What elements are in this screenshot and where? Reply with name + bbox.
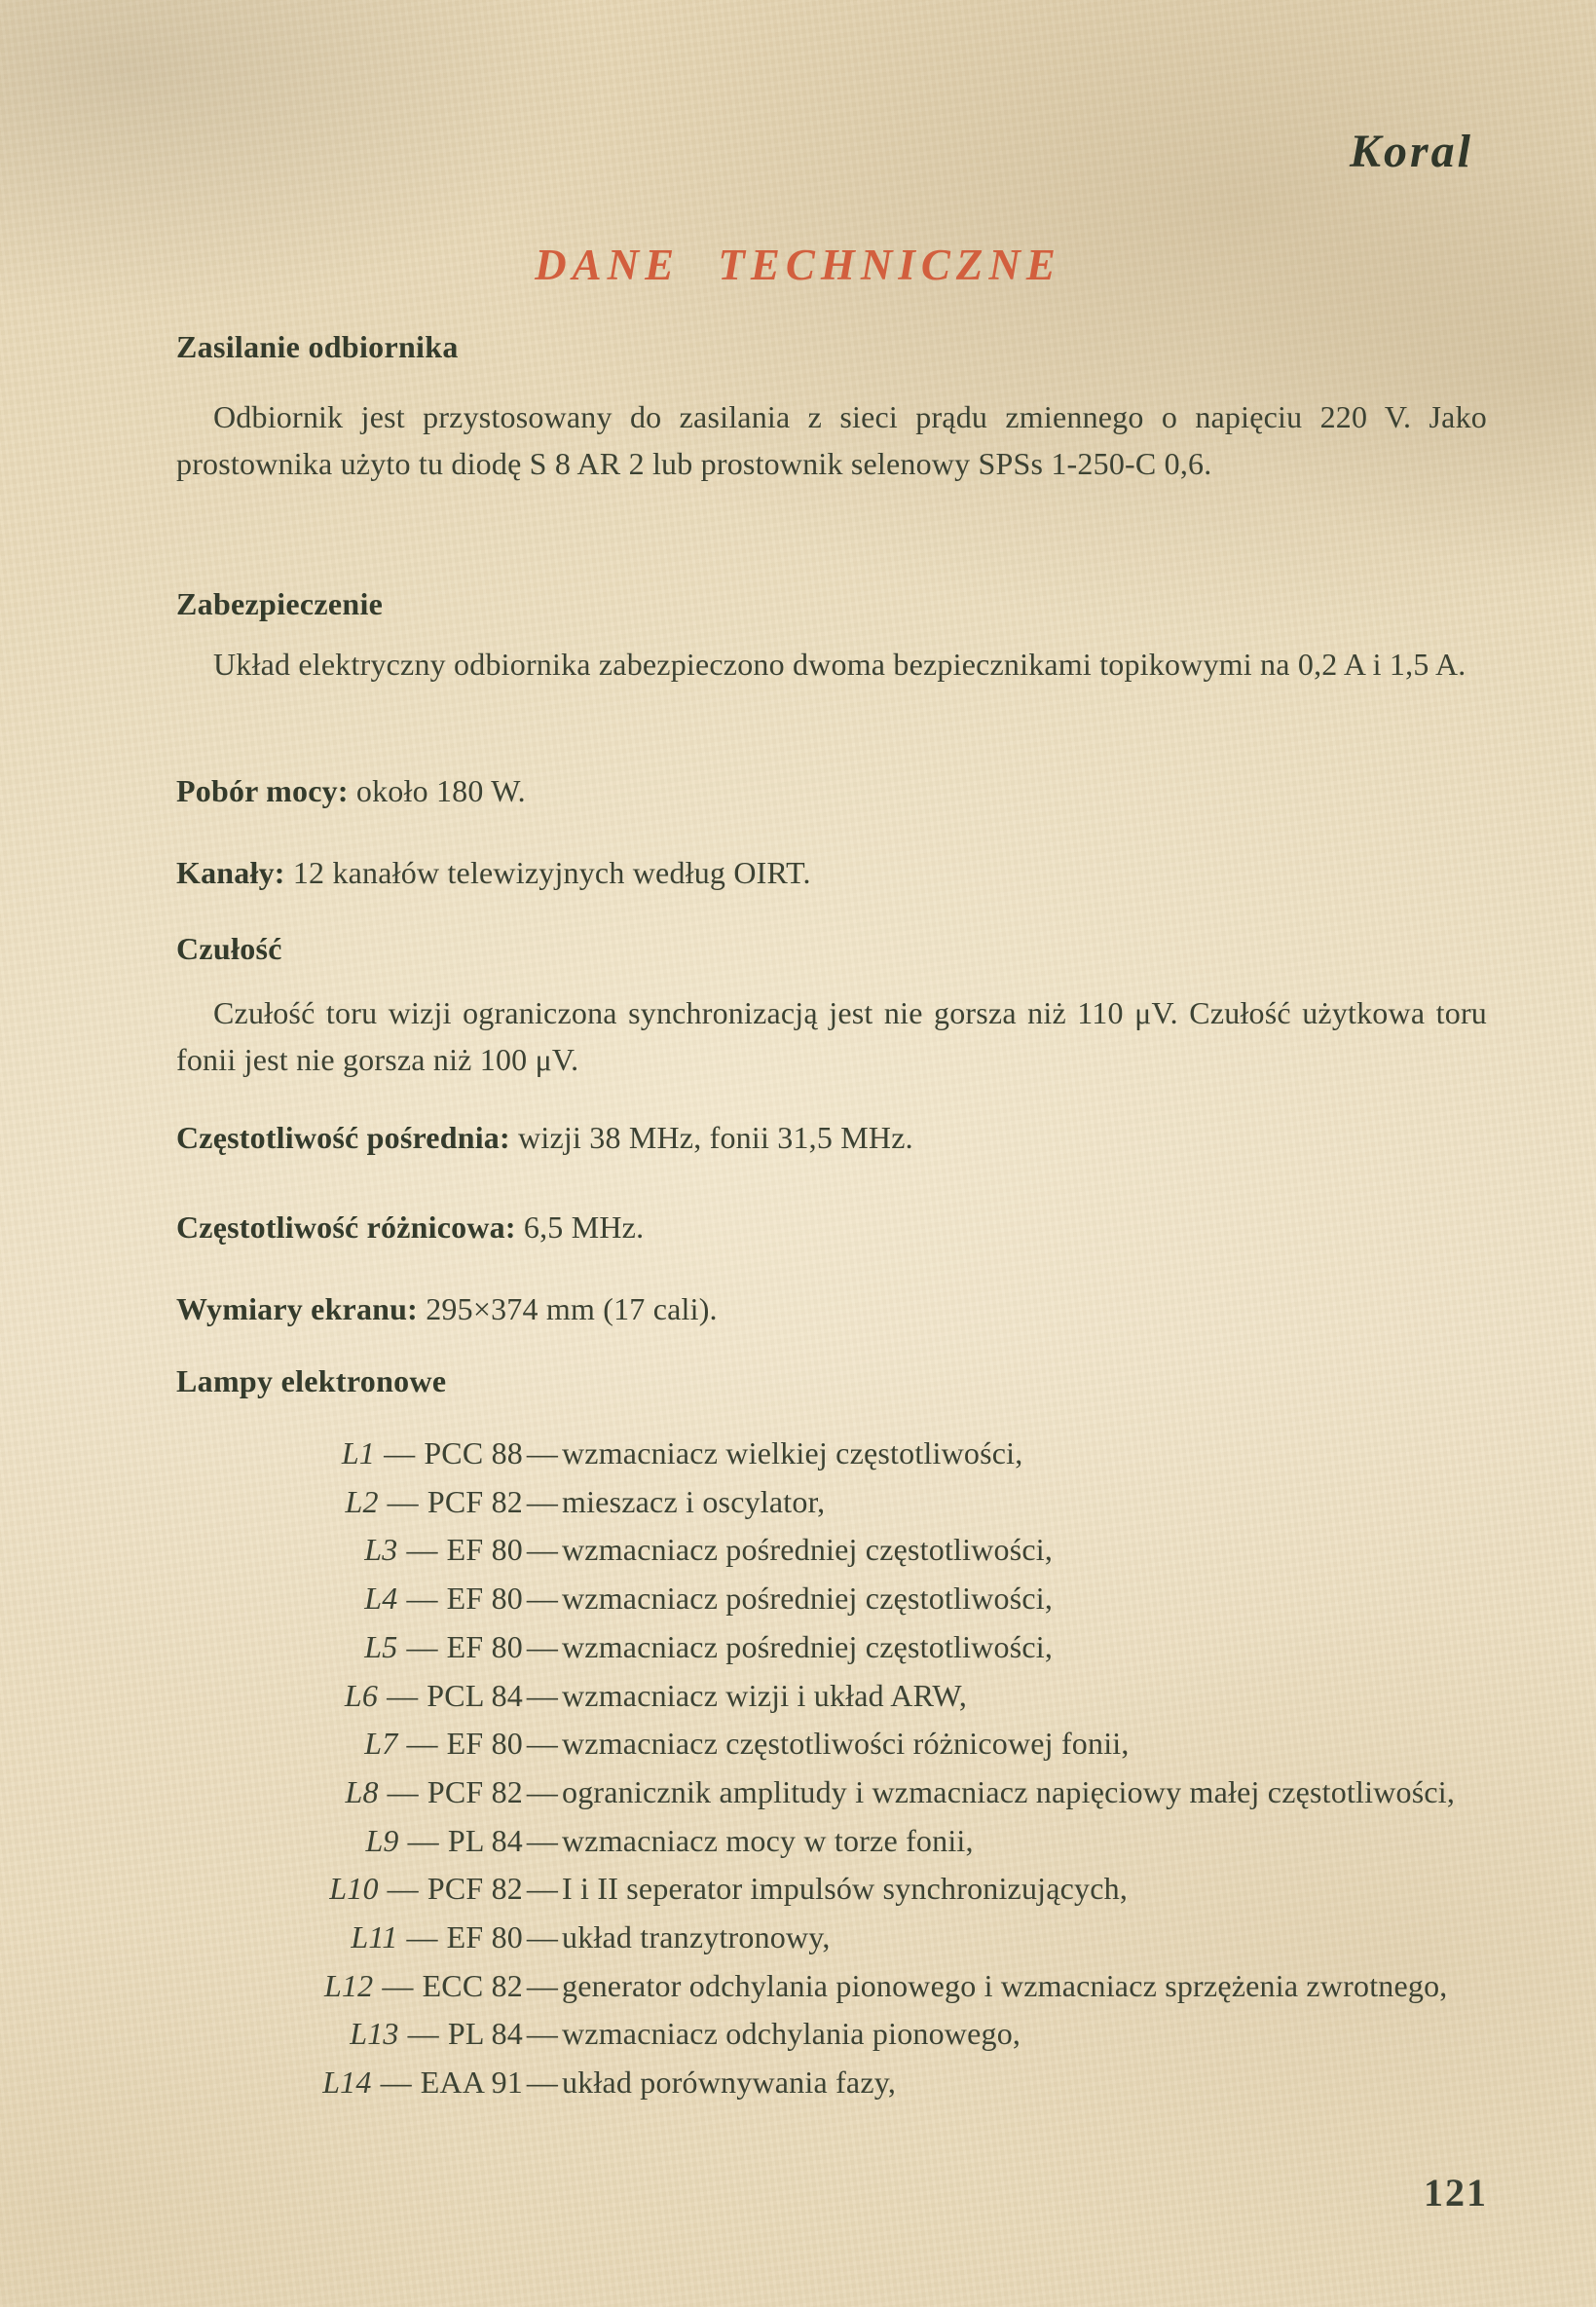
lamp-separator: —: [387, 1677, 419, 1713]
lamp-description: wzmacniacz pośredniej częstotliwości,: [562, 1581, 1054, 1617]
lamp-row: [176, 1720, 1487, 1768]
lamp-separator: —: [526, 1967, 559, 2003]
brand-logo: Koral: [1349, 126, 1473, 177]
lamp-designator: [176, 1768, 523, 1817]
lamp-separator: —: [406, 1628, 438, 1664]
lamp-separator: —: [382, 1967, 414, 2003]
section-heading-czulosc: Czułość: [176, 931, 282, 966]
lamp-id: L13: [350, 2016, 399, 2052]
page-title: DANE TECHNICZNE: [535, 241, 1061, 289]
lamp-row: [176, 1478, 1487, 1527]
lamp-tube: EF 80: [446, 1532, 523, 1568]
spec-value-roznicowa: 6,5 MHz.: [523, 1209, 645, 1245]
lamp-row: [176, 1817, 1487, 1866]
lamp-description: mieszacz i oscylator,: [562, 1483, 826, 1519]
lamp-tube: EAA 91: [420, 2065, 523, 2101]
lamp-description: wzmacniacz mocy w torze fonii,: [562, 1822, 974, 1858]
lamp-description: I i II seperator impulsów synchronizujących,: [562, 1871, 1129, 1907]
lamp-row: [176, 1865, 1487, 1914]
spec-value-posrednia: wizji 38 MHz, fonii 31,5 MHz.: [518, 1120, 913, 1155]
lamp-description: układ tranzytronowy,: [562, 1919, 831, 1955]
lamp-id: L14: [322, 2065, 372, 2101]
lamp-separator: —: [526, 1919, 559, 1955]
lamp-separator: —: [526, 1628, 559, 1664]
lamp-id: L7: [364, 1726, 398, 1762]
lamp-row: [176, 1575, 1487, 1623]
lamp-separator: —: [526, 1435, 559, 1470]
lamp-tube: EF 80: [446, 1581, 523, 1617]
lamp-row: [176, 2059, 1487, 2107]
lamp-separator: —: [406, 1532, 438, 1568]
lamp-separator: —: [526, 1532, 559, 1568]
lamp-row: [176, 1962, 1487, 2011]
lamp-separator: —: [526, 2016, 559, 2052]
lamp-description: ogranicznik amplitudy i wzmacniacz napięciowy małej częstotliwości,: [562, 1773, 1456, 1809]
lamp-id: L11: [351, 1919, 398, 1955]
lamp-separator: —: [526, 1773, 559, 1809]
lamp-id: L5: [364, 1628, 398, 1664]
lamp-separator: —: [526, 2065, 559, 2101]
lamp-tube: EF 80: [446, 1628, 523, 1664]
lamp-separator: —: [407, 1822, 439, 1858]
lamp-separator: —: [526, 1871, 559, 1907]
lamp-row: [176, 1914, 1487, 1962]
lamp-designator: [176, 1526, 523, 1575]
spec-label-posrednia: Częstotliwość pośrednia:: [176, 1120, 510, 1155]
spec-label-kanaly: Kanały:: [176, 855, 285, 890]
lamp-list: [176, 1430, 1487, 2107]
lamp-row: [176, 1623, 1487, 1672]
section-heading-lampy: Lampy elektronowe: [176, 1363, 447, 1398]
spec-line-posrednia: [176, 1114, 1487, 1161]
lamp-separator: —: [406, 1726, 438, 1762]
section-heading-zabezpieczenie: Zabezpieczenie: [176, 586, 384, 621]
lamp-tube: PCF 82: [427, 1871, 523, 1907]
lamp-id: L4: [364, 1581, 398, 1617]
spec-value-pobor: około 180 W.: [355, 773, 526, 808]
spec-label-pobor: Pobór mocy:: [176, 773, 349, 808]
lamp-tube: PCC 88: [424, 1435, 523, 1470]
lamp-id: L1: [341, 1435, 376, 1470]
page-number: 121: [1424, 2171, 1488, 2214]
lamp-tube: PCL 84: [427, 1677, 523, 1713]
lamp-description: wzmacniacz częstotliwości różnicowej fonii,: [562, 1726, 1130, 1762]
lamp-designator: [176, 1914, 523, 1962]
lamp-id: L12: [323, 1967, 374, 2003]
spec-value-wymiary: 295×374 mm (17 cali).: [426, 1291, 718, 1326]
lamp-designator: [176, 2059, 523, 2107]
lamp-designator: [176, 1962, 523, 2011]
spec-line-roznicowa: [176, 1204, 1487, 1250]
lamp-separator: —: [406, 1581, 438, 1617]
lamp-tube: ECC 82: [422, 1967, 523, 2003]
lamp-designator: [176, 2010, 523, 2059]
lamp-id: L2: [345, 1483, 379, 1519]
lamp-description: generator odchylania pionowego i wzmacniacz sprzężenia zwrotnego,: [562, 1967, 1448, 2003]
paragraph-zabezpieczenie: Układ elektryczny odbiornika zabezpieczono dwoma bezpiecznikami topikowymi na 0,2 A i 1,5 A.: [213, 647, 1466, 682]
lamp-designator: [176, 1575, 523, 1623]
spec-line-pobor: [176, 767, 1487, 814]
lamp-separator: —: [526, 1726, 559, 1762]
spec-label-wymiary: Wymiary ekranu:: [176, 1291, 419, 1326]
lamp-separator: —: [526, 1581, 559, 1617]
lamp-description: wzmacniacz pośredniej częstotliwości,: [562, 1532, 1054, 1568]
lamp-tube: PL 84: [447, 2016, 523, 2052]
lamp-designator: [176, 1478, 523, 1527]
lamp-separator: —: [526, 1822, 559, 1858]
paragraph-zasilanie: Odbiornik jest przystosowany do zasilania z sieci prądu zmiennego o napięciu 220 V. Jako prostownika użyto tu diodę S 8 AR 2 lub prostownik selenowy SPSs 1-250-C 0,6.: [176, 399, 1487, 481]
lamp-tube: PCF 82: [427, 1773, 523, 1809]
section-heading-zasilanie: Zasilanie odbiornika: [176, 329, 459, 364]
spec-value-kanaly: 12 kanałów telewizyjnych według OIRT.: [292, 855, 811, 890]
lamp-separator: —: [387, 1871, 419, 1907]
lamp-separator: —: [406, 1919, 438, 1955]
lamp-description: wzmacniacz odchylania pionowego,: [562, 2016, 1021, 2052]
lamp-row: [176, 1768, 1487, 1817]
lamp-separator: —: [387, 1483, 419, 1519]
lamp-designator: [176, 1720, 523, 1768]
lamp-row: [176, 1672, 1487, 1721]
lamp-description: układ porównywania fazy,: [562, 2065, 897, 2101]
spec-line-wymiary: [176, 1285, 1487, 1332]
lamp-id: L6: [344, 1677, 379, 1713]
lamp-id: L3: [364, 1532, 398, 1568]
lamp-separator: —: [407, 2016, 439, 2052]
lamp-designator: [176, 1865, 523, 1914]
lamp-tube: PCF 82: [427, 1483, 523, 1519]
lamp-designator: [176, 1672, 523, 1721]
lamp-description: wzmacniacz pośredniej częstotliwości,: [562, 1628, 1054, 1664]
lamp-id: L9: [365, 1822, 399, 1858]
lamp-separator: —: [384, 1435, 416, 1470]
lamp-separator: —: [387, 1773, 419, 1809]
lamp-designator: [176, 1623, 523, 1672]
paragraph-czulosc: Czułość toru wizji ograniczona synchronizacją jest nie gorsza niż 110 μV. Czułość użytkowa toru fonii jest nie gorsza niż 100 μV.: [176, 995, 1487, 1077]
spec-line-kanaly: [176, 849, 1487, 896]
lamp-separator: —: [380, 2065, 412, 2101]
spec-label-roznicowa: Częstotliwość różnicowa:: [176, 1209, 516, 1245]
lamp-tube: PL 84: [447, 1822, 523, 1858]
lamp-separator: —: [526, 1483, 559, 1519]
lamp-tube: EF 80: [446, 1726, 523, 1762]
lamp-description: wzmacniacz wizji i układ ARW,: [562, 1677, 968, 1713]
lamp-row: [176, 2010, 1487, 2059]
lamp-tube: EF 80: [446, 1919, 523, 1955]
lamp-description: wzmacniacz wielkiej częstotliwości,: [562, 1435, 1023, 1470]
lamp-id: L8: [345, 1773, 379, 1809]
lamp-designator: [176, 1817, 523, 1866]
lamp-row: [176, 1430, 1487, 1478]
lamp-separator: —: [526, 1677, 559, 1713]
lamp-designator: [176, 1430, 523, 1478]
lamp-id: L10: [329, 1871, 379, 1907]
lamp-row: [176, 1526, 1487, 1575]
